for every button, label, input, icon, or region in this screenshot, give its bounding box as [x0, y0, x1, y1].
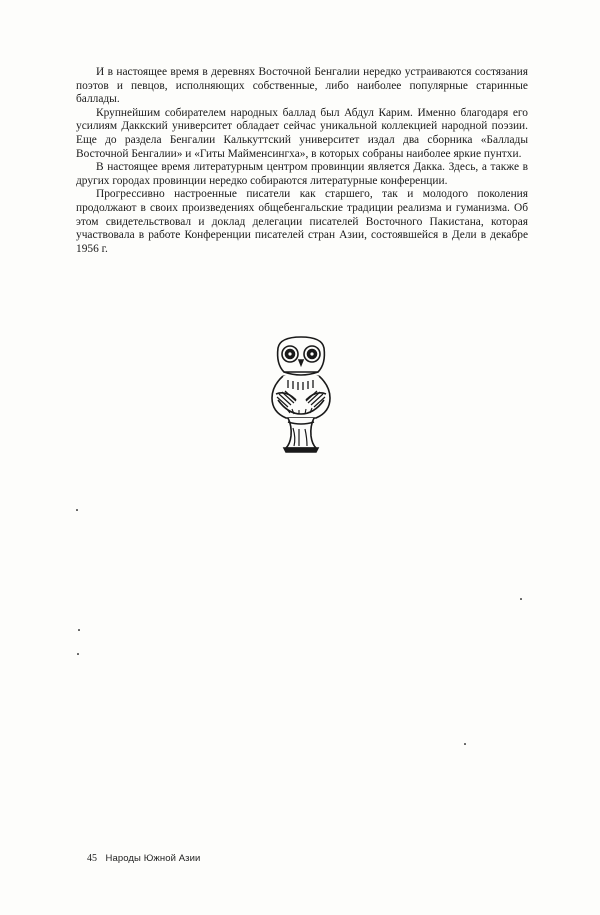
scan-speck [78, 629, 80, 631]
body-text [76, 66, 528, 256]
running-title: Народы Южной Азии [105, 853, 201, 864]
paragraph-3: В настоящее время литературным центром провинции является Дакка. Здесь, а также в других городах провинции нередко собираются литературные конференции. [76, 161, 528, 187]
page-footer [87, 853, 200, 864]
scan-speck [520, 598, 522, 600]
scan-speck [76, 509, 78, 511]
owl-figurine-icon [266, 334, 336, 454]
page-number: 45 [87, 853, 97, 864]
paragraph-1: И в настоящее время в деревнях Восточной Бенгалии нередко устраиваются состязания поэтов и певцов, исполняющих собственные, либо наиболее популярные старинные баллады. [76, 66, 528, 106]
paragraph-2: Крупнейшим собирателем народных баллад был Абдул Карим. Именно благодаря его усилиям Даккский университет обладает сейчас уникальной коллекцией народной поэзии. Еще до раздела Бенгалии Калькуттский университет издал два сборника «Баллады Восточной Бенгалии» и «Гиты Майменсингха», в которых собраны наиболее яркие пунтхи. [76, 106, 528, 160]
paragraph-4: Прогрессивно настроенные писатели как старшего, так и молодого поколения продолжают в своих произведениях общебенгальские традиции реализма и гуманизма. Об этом свидетельствовал и доклад делегации писателей Восточного Пакистана, которая участвовала в работе Конференции писателей стран Азии, состоявшейся в Дели в декабре 1956 г. [76, 188, 528, 255]
scan-speck [464, 743, 466, 745]
scan-speck [77, 653, 79, 655]
